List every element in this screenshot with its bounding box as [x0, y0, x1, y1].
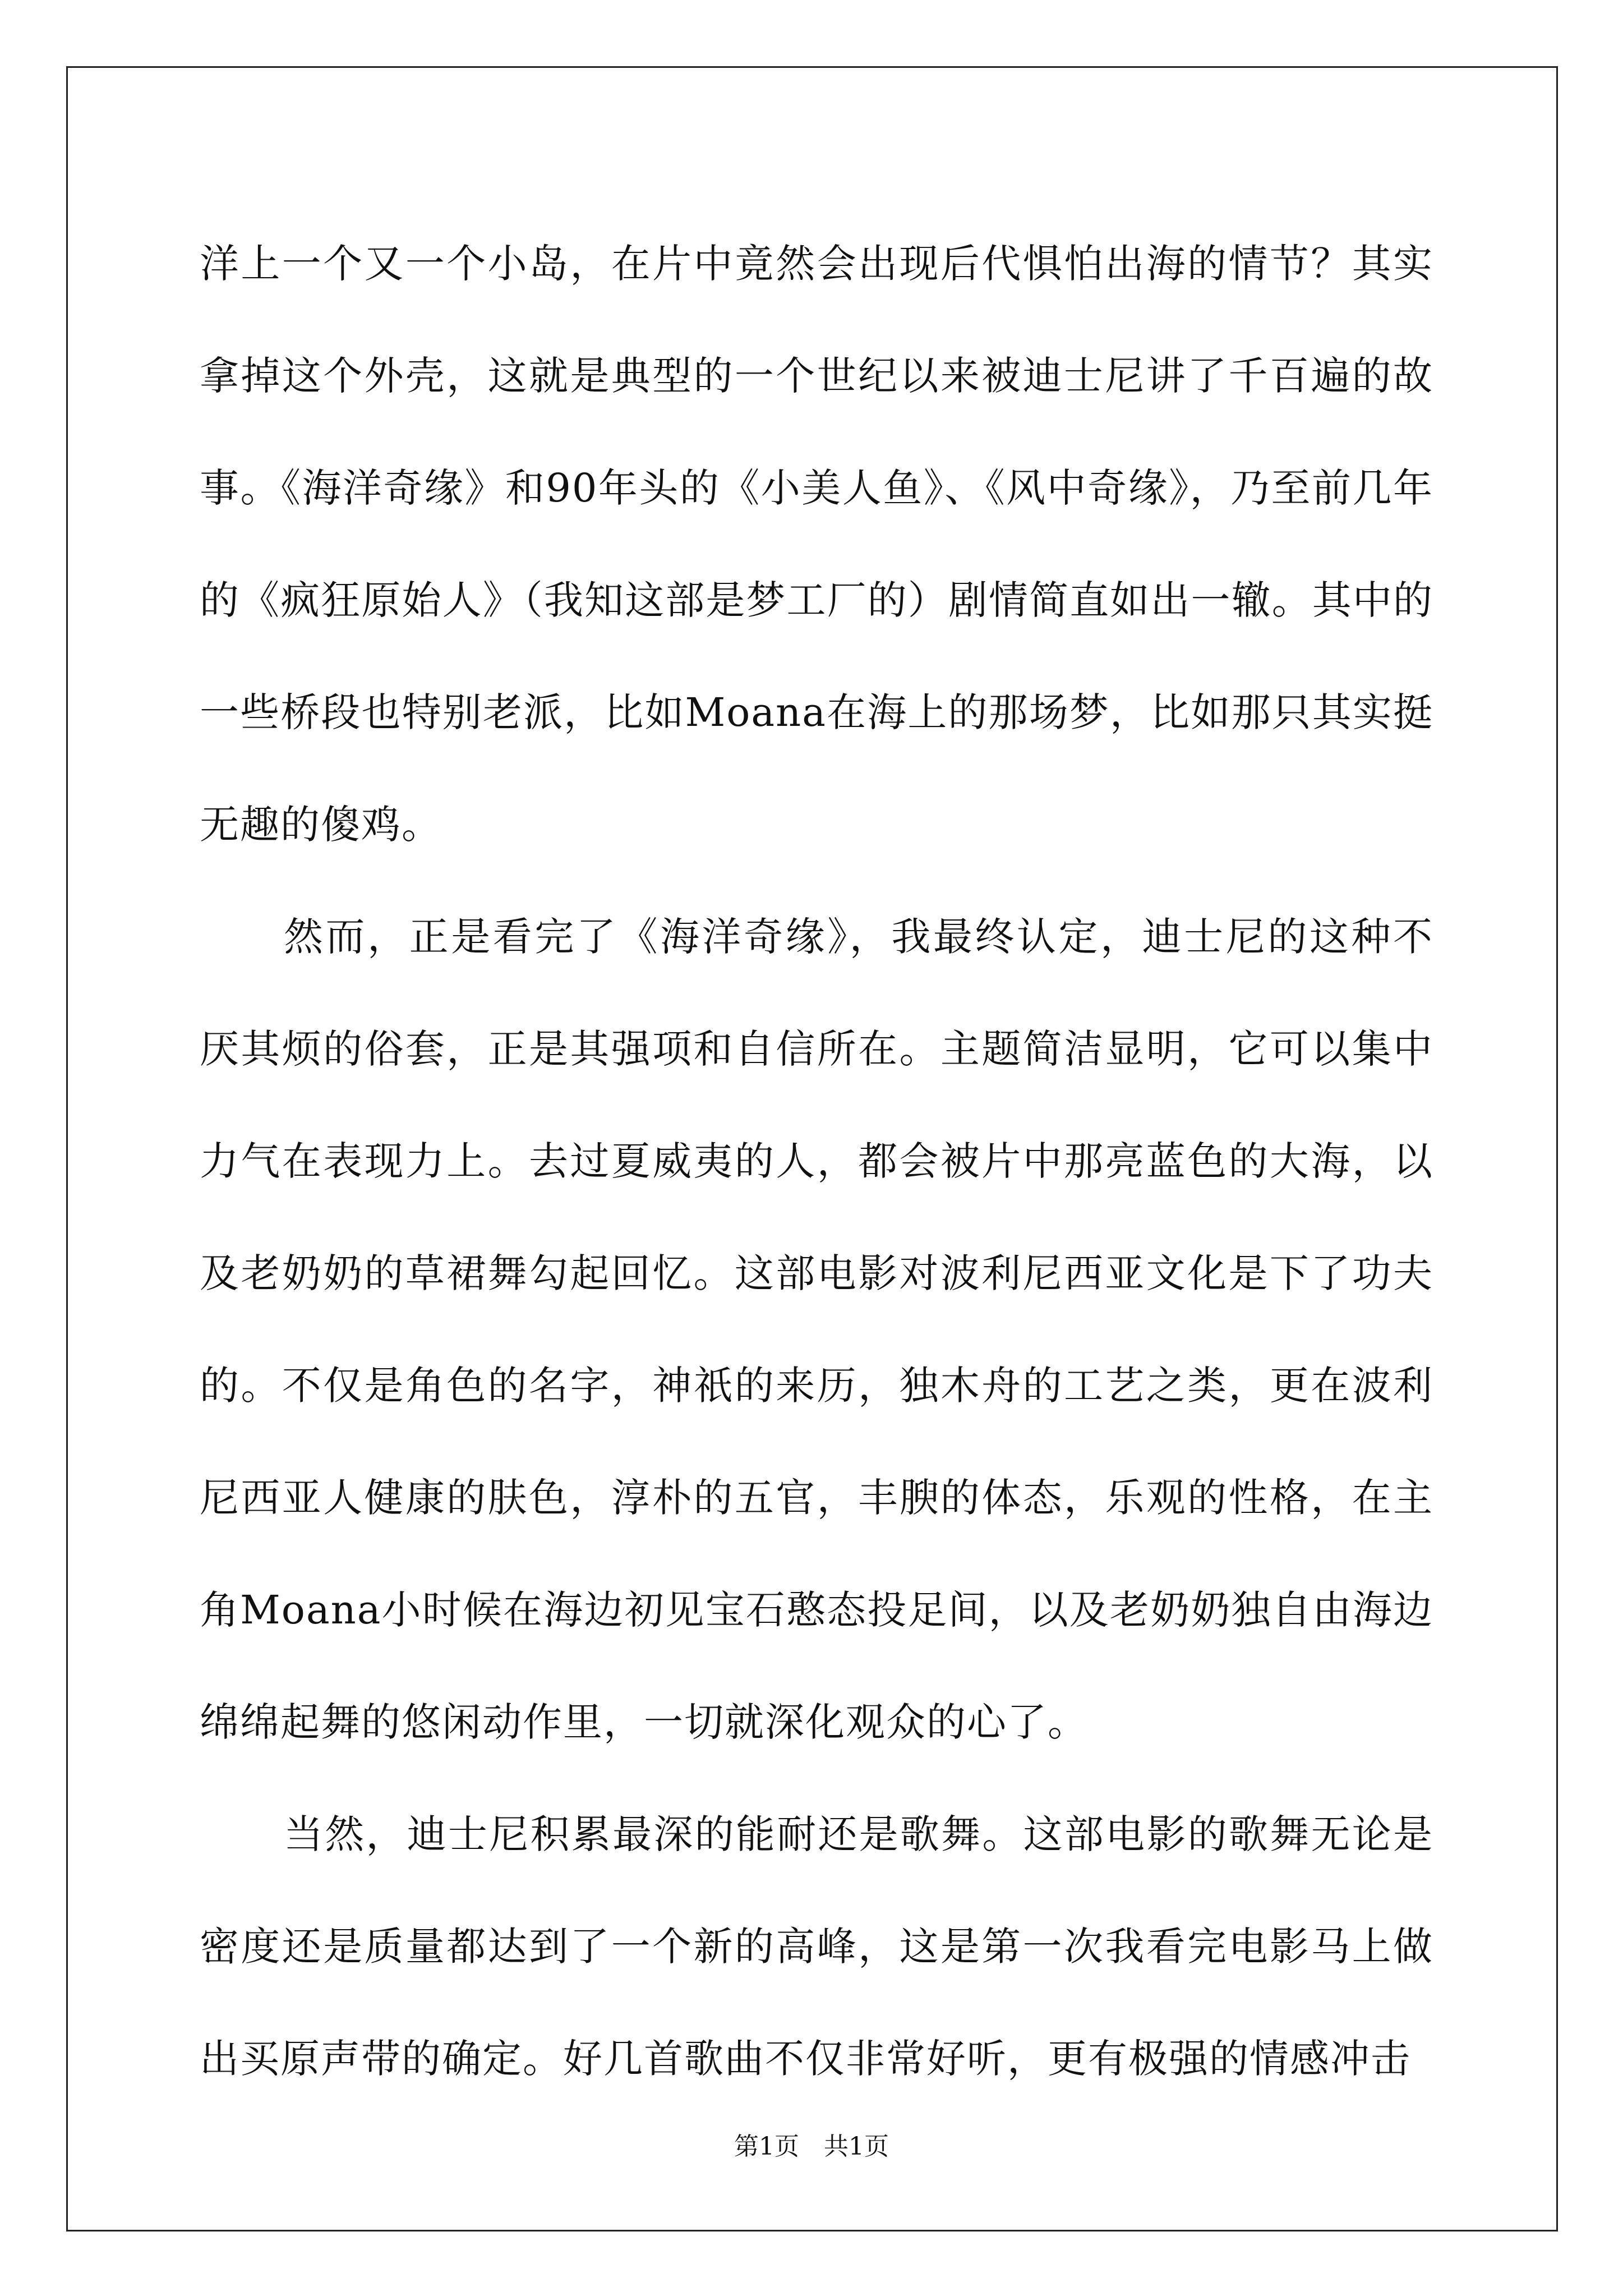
paragraph-1: 洋上一个又一个小岛，在片中竟然会出现后代惧怕出海的情节？其实拿掉这个外壳，这就是典型的一个世纪以来被迪士尼讲了千百遍的故事。《海洋奇缘》和90年头的《小美人鱼》、《风中奇缘》，乃至前几年的《疯狂原始人》（我知这部是梦工厂的）剧情简直如出一辙。其中的一些桥段也特别老派，比如Moana在海上的那场梦，比如那只其实挺无趣的傻鸡。: [200, 241, 1433, 848]
paragraph-2: 然而，正是看完了《海洋奇缘》，我最终认定，迪士尼的这种不厌其烦的俗套，正是其强项和自信所在。主题简洁显明，它可以集中力气在表现力上。去过夏威夷的人，都会被片中那亮蓝色的大海，以及老奶奶的草裙舞勾起回忆。这部电影对波利尼西亚文化是下了功夫的。不仅是角色的名字，神祇的来历，独木舟的工艺之类，更在波利尼西亚人健康的肤色，淳朴的五官，丰腴的体态，乐观的性格，在主角Moana小时候在海边初见宝石憨态投足间，以及老奶奶独自由海边绵绵起舞的悠闲动作里，一切就深化观众的心了。: [200, 914, 1433, 1745]
document-body: [200, 208, 1433, 2115]
page-footer: 第1页 共1页: [734, 2132, 889, 2161]
paragraph-3: 当然，迪士尼积累最深的能耐还是歌舞。这部电影的歌舞无论是密度还是质量都达到了一个新的高峰，这是第一次我看完电影马上做出买原声带的确定。好几首歌曲不仅非常好听，更有极强的情感冲击: [200, 1811, 1433, 2082]
